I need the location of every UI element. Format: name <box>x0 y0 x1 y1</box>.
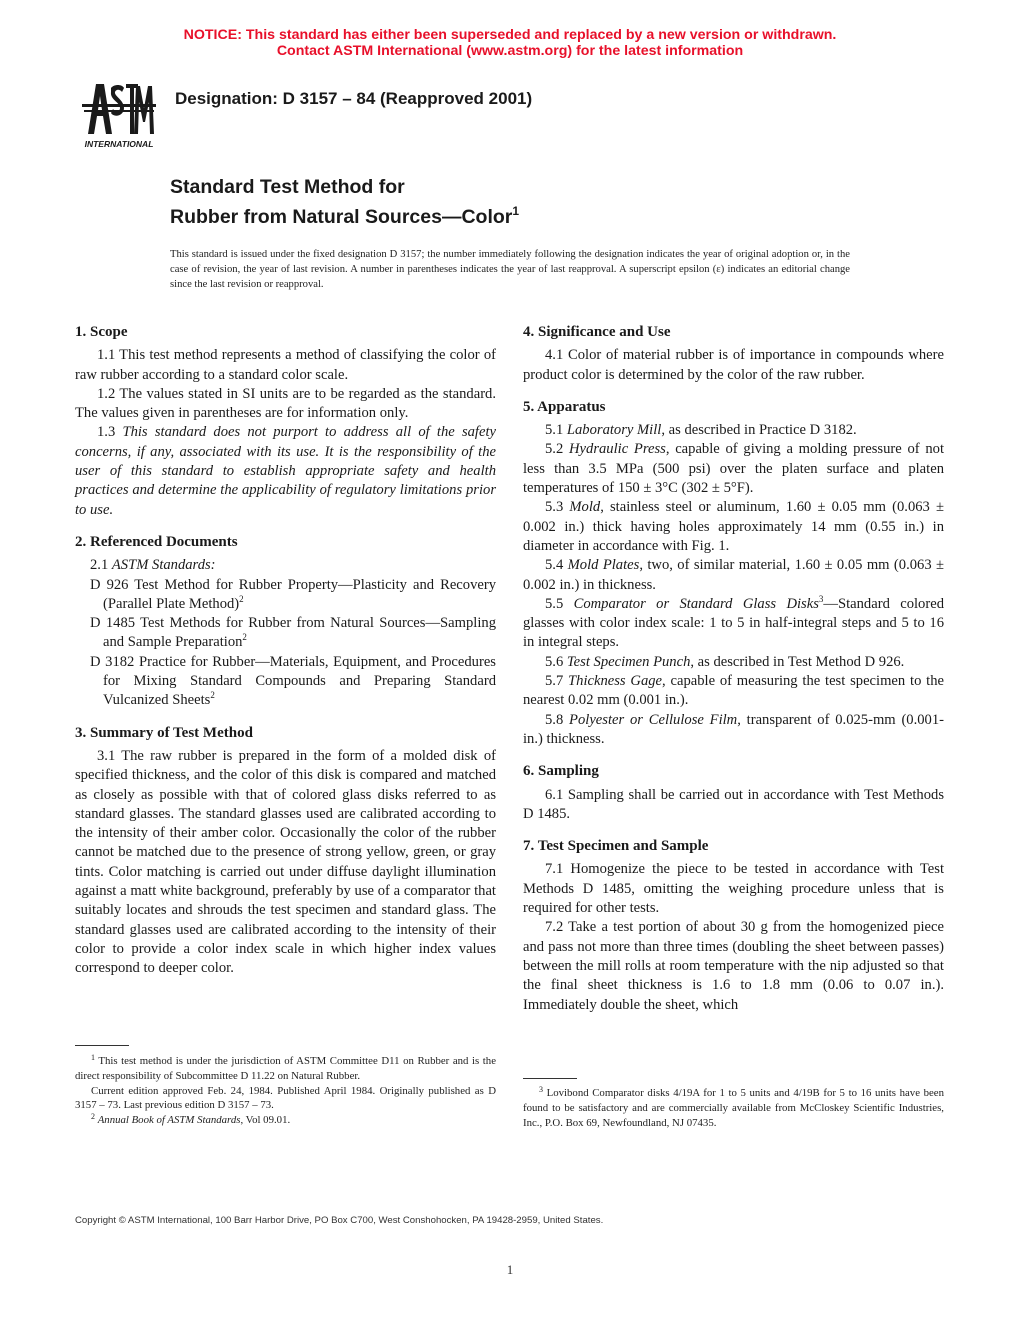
notice-line-2: Contact ASTM International (www.astm.org) for the latest information <box>276 43 744 59</box>
document-title <box>170 175 519 229</box>
section-3-heading: 3. Summary of Test Method <box>75 724 253 741</box>
apparatus-item: 5.4 Mold Plates, two, of similar material, 1.60 ± 0.05 mm (0.063 ± 0.002 in.) in thickness. <box>523 557 945 593</box>
para-7-1: 7.1 Homogenize the piece to be tested in accordance with Test Methods D 1485, omitting the weighing procedure unless that is required for other tests. <box>523 861 944 917</box>
reference-d1485: D 1485 Test Methods for Rubber from Natural Sources—Sampling and Sample Preparation$^2$ <box>90 615 496 651</box>
right-column <box>523 323 944 1015</box>
para-7-2: 7.2 Take a test portion of about 30 g from the homogenized piece and pass not more than three times (doubling the sheet between passes) between the mill rolls at room temperature with the nip adjusted so that the final sheet thickness is 1.6 to 1.8 mm (0.06 to 0.07 in.). Immediately double the sheet, which <box>523 919 944 1013</box>
issuance-note: This standard is issued under the fixed designation D 3157; the number immediately following the designation indicates the year of original adoption or, in the case of revision, the year of last revision. A number in parentheses indicates the year of last reapproval. A superscript epsilon (ε) indicates an editorial change since the last revision or reapproval. <box>170 249 850 290</box>
apparatus-item: 5.6 Test Specimen Punch, as described in Test Method D 926. <box>545 653 905 670</box>
apparatus-item: 5.3 Mold, stainless steel or aluminum, 1.60 ± 0.05 mm (0.063 ± 0.002 in.) thick having holes approximately 14 mm (0.55 in.) in diameter in accordance with Fig. 1. <box>523 499 944 554</box>
apparatus-item: 5.2 Hydraulic Press, capable of giving a molding pressure of not less than 3.5 MPa (500 psi) over the platen surface and platen temperatures of 150 ± 3°C (302 ± 5°F). <box>523 441 945 497</box>
footnotes-left <box>75 1054 496 1128</box>
copyright-line: Copyright © ASTM International, 100 Barr Harbor Drive, PO Box C700, West Conshohocken, PA 19428-2959, United States. <box>75 1215 604 1226</box>
apparatus-item: 5.1 Laboratory Mill, as described in Practice D 3182. <box>545 422 857 439</box>
para-1-2: 1.2 The values stated in SI units are to be regarded as the standard. The values given in parentheses are for information only. <box>75 385 496 422</box>
astm-logo <box>76 78 162 150</box>
para-6-1: 6.1 Sampling shall be carried out in accordance with Test Methods D 1485. <box>523 786 944 822</box>
footnote-1-edition: Current edition approved Feb. 24, 1984. Published April 1984. Originally published as D 3157 – 73. Last previous edition D 3157 – 73. <box>75 1084 496 1112</box>
footnote-rule-left <box>75 1045 129 1046</box>
logo-label: INTERNATIONAL <box>84 139 154 149</box>
para-1-1: 1.1 This test method represents a method of classifying the color of raw rubber according to a standard color scale. <box>75 347 496 383</box>
footnote-2: $^2$ Annual Book of ASTM Standards, Vol 09.01. <box>91 1112 291 1127</box>
footnotes-right <box>523 1086 944 1130</box>
section-1-heading: 1. Scope <box>75 324 128 340</box>
page-number: 1 <box>506 1262 514 1277</box>
section-6-heading: 6. Sampling <box>523 763 599 780</box>
apparatus-item: 5.5 Comparator or Standard Glass Disks$^3$—Standard colored glasses with color index scale: 1 to 5 in half-integral steps and 5 to 16 in integral steps. <box>523 593 944 651</box>
para-1-3: 1.3 This standard does not purport to address all of the safety concerns, if any, associated with its use. It is the responsibility of the user of this standard to establish appropriate safety and health practices and determine the applicability of regulatory limitations prior to use. <box>75 424 496 518</box>
title-footnote-ref: 1 <box>512 204 520 218</box>
apparatus-item: 5.8 Polyester or Cellulose Film, transparent of 0.025-mm (0.001-in.) thickness. <box>523 711 944 747</box>
notice-line-1: NOTICE: This standard has either been superseded and replaced by a new version or withdrawn. <box>183 27 837 43</box>
reference-d926: D 926 Test Method for Rubber Property—Plasticity and Recovery (Parallel Plate Method)$^2$ <box>90 576 496 612</box>
designation: Designation: D 3157 – 84 (Reapproved 2001) <box>175 89 533 108</box>
para-4-1: 4.1 Color of material rubber is of importance in compounds where product color is determined by the color of the raw rubber. <box>523 347 944 383</box>
section-5-heading: 5. Apparatus <box>523 398 606 415</box>
section-7-heading: 7. Test Specimen and Sample <box>523 838 709 855</box>
left-column <box>75 323 496 979</box>
section-4-heading: 4. Significance and Use <box>523 324 671 340</box>
para-2-1: 2.1 ASTM Standards: <box>90 557 216 574</box>
footnote-rule-right <box>523 1078 577 1079</box>
reference-d3182: D 3182 Practice for Rubber—Materials, Equipment, and Procedures for Mixing Standard Compounds and Preparing Standard Vulcanized Sheets$^2$ <box>90 653 496 709</box>
footnote-3: $^3$ Lovibond Comparator disks 4/19A for 1 to 5 units and 4/19B for 5 to 16 units have been found to be satisfactory and are commercially available from McCloskey Scientific Industries, Inc., P.O. Box 69, Newfoundland, NJ 07435. <box>523 1085 945 1129</box>
title-line-1: Standard Test Method for <box>170 176 405 198</box>
footnote-1: $^1$ This test method is under the jurisdiction of ASTM Committee D11 on Rubber and is the direct responsibility of Subcommittee D 11.22 on Natural Rubber. <box>75 1053 496 1082</box>
section-2-heading: 2. Referenced Documents <box>75 533 238 550</box>
supersede-notice <box>0 27 1020 59</box>
para-3-1: 3.1 The raw rubber is prepared in the form of a molded disk of specified thickness, and the color of this disk is compared and matched as closely as possible with that of colored glass disks referred to as standard glasses. The standard glasses used are calibrated according to the intensity of their amber color. Occasionally the color of the rubber cannot be matched due to the presence of strong yellow, green, or gray tints. Color matching is carried out under diffuse daylight illumination against a matt white background, preferably by use of a comparator that suitably locates and shrouds the test specimen and standard glass. The standard glasses used are calibrated according to the intensity of their color to provide a color index scale in which higher index values correspond to deeper color. <box>75 747 496 977</box>
apparatus-item: 5.7 Thickness Gage, capable of measuring the test specimen to the nearest 0.02 mm (0.001 in.). <box>523 673 944 709</box>
title-line-2: Rubber from Natural Sources—Color$^1$ <box>170 204 520 228</box>
